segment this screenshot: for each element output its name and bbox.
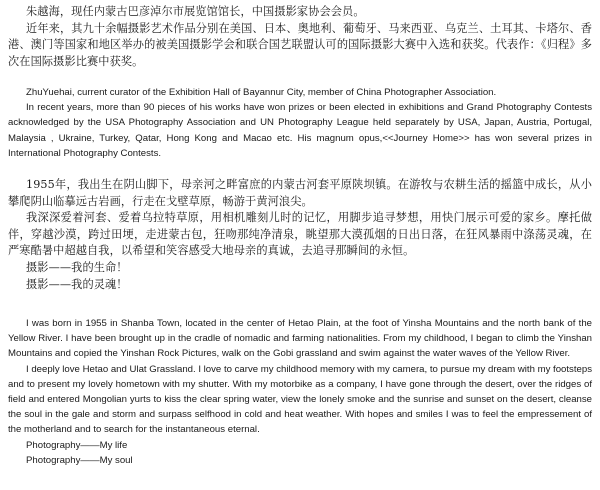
motto-zh-soul: 摄影——我的灵魂！ (26, 277, 128, 291)
bio-english-section (8, 85, 592, 161)
story-en-love: I deeply love Hetao and Ulat Grassland. I love to carve my childhood memory with my camera, to pursue my dream with my footsteps and to present my lovely hometown with my shutter. With my motorbike as a company, I have gone through the desert, over the ridges of field and entered Mongolian yurts to kiss the clear spring water, view the lonely smoke and the sunrise and sunset on the desert, cleanse the soul in the gale and storm and surpass selfhood in cold and heat weather. With hopes and smiles I was to feel the empressement of the motherland and to search for the instantaneous eternal. (8, 363, 592, 436)
bio-en-achievements: In recent years, more than 90 pieces of his works have won prizes or been elected in exhibitions and Grand Photography Contests acknowledged by the USA Photography Association and UN Photography League held separately by USA, Japan, Austria, Portugal, Malaysia , Ukraine, Turkey, Qatar, Hong Kong and Macao etc. His magnum opus,<<Journey Home>> has won several prizes in International Photography Contests. (8, 102, 592, 159)
motto-zh-life: 摄影——我的生命！ (26, 260, 128, 274)
story-chinese-section (8, 177, 592, 293)
story-english-section (8, 316, 592, 468)
story-zh-birth: 1955年，我出生在阴山脚下，母亲河之畔富庶的内蒙古河套平原陕坝镇。在游牧与农耕生活的摇篮中成长，从小攀爬阴山临摹远古岩画，行走在戈壁草原，畅游于黄河浪尖。 (8, 178, 592, 208)
motto-en-life: Photography——My life (26, 439, 128, 451)
bio-zh-intro: 朱越海，现任内蒙古巴彦淖尔市展览馆馆长，中国摄影家协会会员。 (26, 5, 365, 18)
bio-chinese-section (8, 4, 592, 70)
motto-en-soul: Photography——My soul (26, 454, 133, 466)
story-zh-love: 我深深爱着河套、爱着乌拉特草原，用相机雕刻儿时的记忆，用脚步追寻梦想，用快门展示可爱的家乡。摩托做伴，穿越沙漠，跨过田埂，走进蒙古包，狂吻那纯净清泉，眺望那大漠孤烟的日出日落，在狂风暴雨中涤荡灵魂，在严寒酷暑中超越自我，以希望和笑容感受大地母亲的真诚，去追寻那瞬间的永恒。 (8, 211, 592, 258)
story-en-birth: I was born in 1955 in Shanba Town, located in the center of Hetao Plain, at the foot of Yinsha Mountains and the north bank of the Yellow River. I have been brought up in the cradle of nomadic and farming nationalities. From my childhood, I began to climb the Yinshan Mountains and copied the Yinshan Rock Pictures, walk on the Gobi grassland and swim against the water waves of the Yellow River. (8, 318, 592, 360)
bio-en-intro: ZhuYuehai, current curator of the Exhibition Hall of Bayannur City, member of China Photographer Association. (26, 87, 497, 98)
bio-zh-achievements: 近年来，其九十余幅摄影艺术作品分别在美国、日本、奥地利、葡萄牙、马来西亚、乌克兰、土耳其、卡塔尔、香港、澳门等国家和地区举办的被美国摄影学会和联合国艺联盟认可的国际摄影大赛中入选和获奖。代表作：《归程》多次在国际摄影比赛中获奖。 (8, 21, 592, 68)
